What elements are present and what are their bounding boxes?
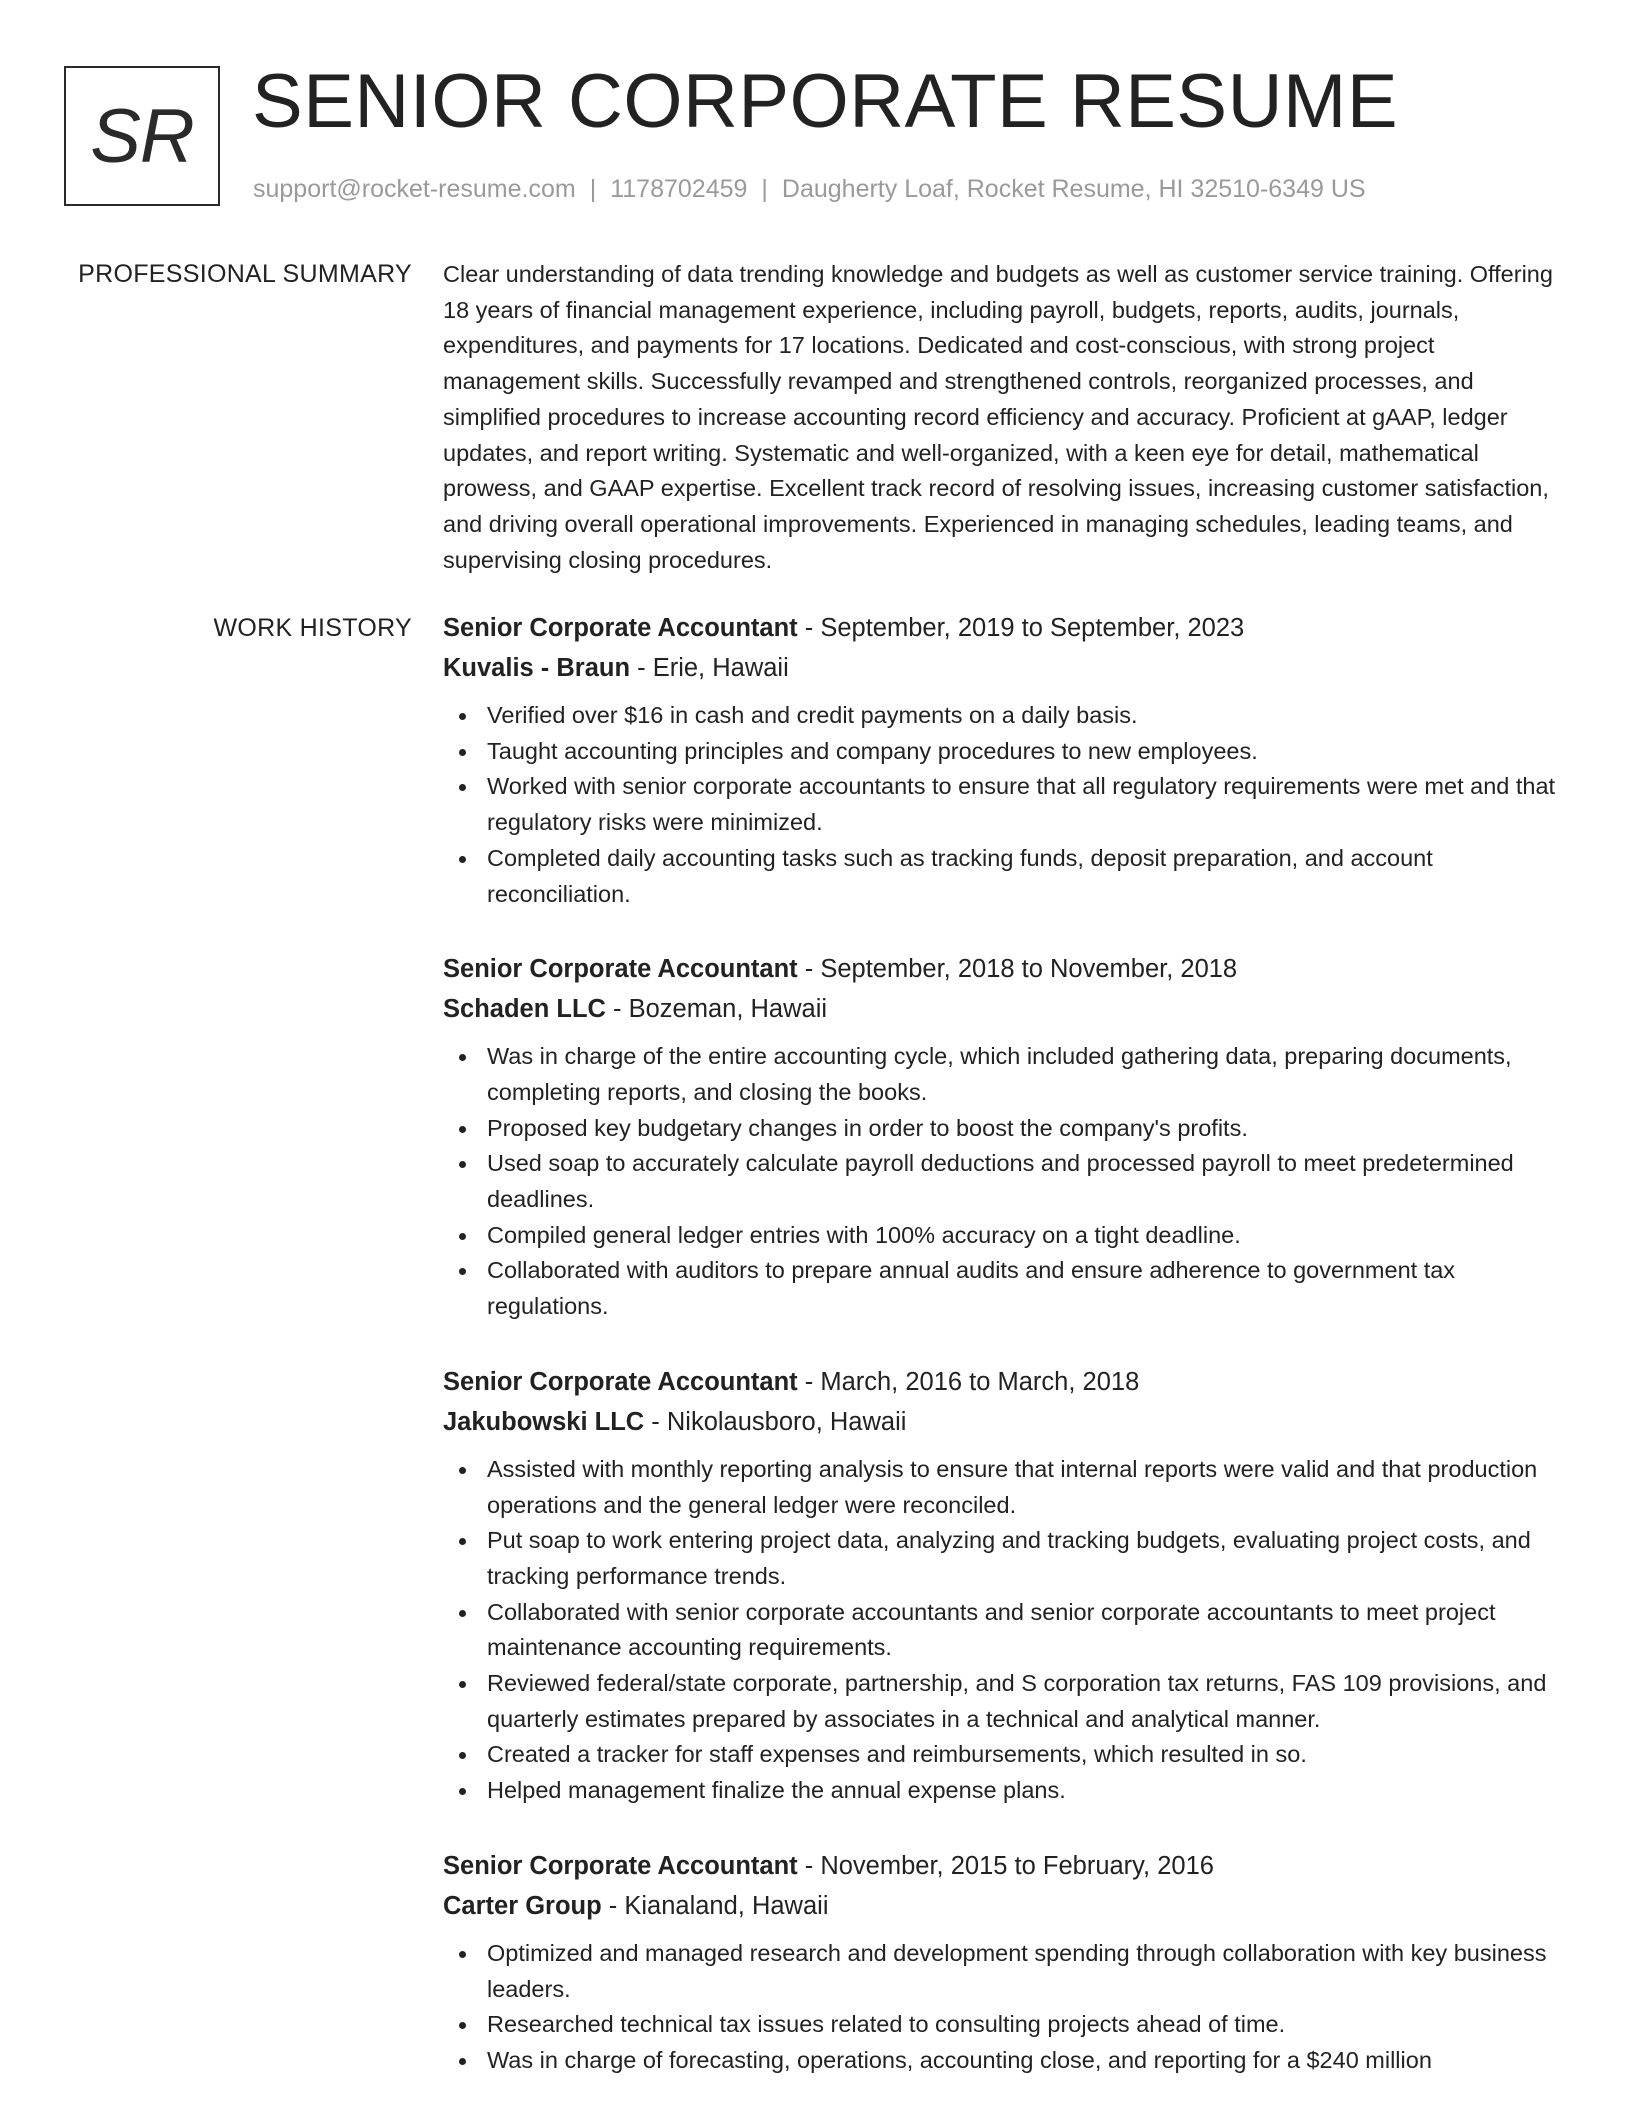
job-bullet: Was in charge of forecasting, operations, accounting close, and reporting for a $240 million xyxy=(487,2043,1563,2079)
job-company: Kuvalis - Braun xyxy=(443,654,631,682)
contact-address: Daugherty Loaf, Rocket Resume, HI 32510-6349 US xyxy=(781,175,1366,203)
job-bullet: Completed daily accounting tasks such as tracking funds, deposit preparation, and account reconciliation. xyxy=(487,841,1563,912)
job-title-line xyxy=(443,949,1563,989)
job-bullet: Proposed key budgetary changes in order to boost the company's profits. xyxy=(487,1111,1563,1147)
contact-line xyxy=(253,172,1366,206)
job-title-line xyxy=(443,608,1563,648)
contact-email[interactable]: support@rocket-resume.com xyxy=(253,175,576,203)
job-title: Senior Corporate Accountant xyxy=(443,955,798,984)
job-company: Jakubowski LLC xyxy=(443,1407,645,1436)
job-bullet: Collaborated with senior corporate accountants and senior corporate accountants to meet project maintenance accounting requirements. xyxy=(487,1595,1563,1666)
job-location: - Kianaland, Hawaii xyxy=(601,1891,829,1920)
monogram-badge: SR xyxy=(64,66,220,206)
job-bullet: Helped management finalize the annual expense plans. xyxy=(487,1773,1563,1809)
job-bullets xyxy=(443,1936,1563,2079)
job-bullet: Assisted with monthly reporting analysis to ensure that internal reports were valid and that production operations and the general ledger were reconciled. xyxy=(487,1452,1563,1523)
job-location: - Erie, Hawaii xyxy=(630,654,789,682)
job-title-line xyxy=(443,1846,1563,1886)
job-bullet: Reviewed federal/state corporate, partnership, and S corporation tax returns, FAS 109 provisions, and quarterly estimates prepared by associates in a technical and analytical manner. xyxy=(487,1666,1563,1737)
job-title: Senior Corporate Accountant xyxy=(443,1851,798,1880)
job-bullet: Taught accounting principles and company procedures to new employees. xyxy=(487,734,1563,770)
job-company-line xyxy=(443,1886,1563,1926)
summary-text: Clear understanding of data trending knowledge and budgets as well as customer service training. Offering 18 years of financial management experience, including payroll, budgets, reports, audits, journals, expenditures, and payments for 17 locations. Dedicated and cost-conscious, with strong project management skills. Successfully revamped and strengthened controls, reorganized processes, and simplified procedures to increase accounting record efficiency and accuracy. Proficient at gAAP, ledger updates, and report writing. Systematic and well-organized, with a keen eye for detail, mathematical prowess, and GAAP expertise. Excellent track record of resolving issues, increasing customer satisfaction, and driving overall operational improvements. Experienced in managing schedules, leading teams, and supervising closing procedures. xyxy=(443,261,1553,573)
work-history-section xyxy=(443,608,1563,2112)
job-bullet: Was in charge of the entire accounting cycle, which included gathering data, preparing documents, completing reports, and closing the books. xyxy=(487,1039,1563,1110)
job-dates: - November, 2015 to February, 2016 xyxy=(797,1851,1214,1880)
contact-separator: | xyxy=(589,175,597,203)
job-bullet: Verified over $16 in cash and credit payments on a daily basis. xyxy=(487,698,1563,734)
job-entry xyxy=(443,1362,1563,1809)
job-bullets xyxy=(443,1452,1563,1809)
contact-phone[interactable]: 1178702459 xyxy=(610,175,748,203)
job-company-line xyxy=(443,1402,1563,1442)
job-bullets xyxy=(443,698,1563,912)
job-bullet: Created a tracker for staff expenses and reimbursements, which resulted in so. xyxy=(487,1737,1563,1773)
job-company-line xyxy=(443,989,1563,1029)
job-entry xyxy=(443,608,1563,912)
job-bullet: Optimized and managed research and development spending through collaboration with key business leaders. xyxy=(487,1936,1563,2007)
summary-section xyxy=(443,257,1563,578)
job-title: Senior Corporate Accountant xyxy=(443,614,798,642)
job-location: - Nikolausboro, Hawaii xyxy=(644,1407,907,1436)
page-title: SENIOR CORPORATE RESUME xyxy=(252,59,1399,144)
job-bullet: Compiled general ledger entries with 100% accuracy on a tight deadline. xyxy=(487,1218,1563,1254)
job-bullets xyxy=(443,1039,1563,1325)
job-location: - Bozeman, Hawaii xyxy=(605,995,828,1024)
contact-separator: | xyxy=(761,175,768,203)
job-dates: - September, 2019 to September, 2023 xyxy=(797,614,1245,642)
section-label-summary: PROFESSIONAL SUMMARY xyxy=(78,260,412,288)
job-title: Senior Corporate Accountant xyxy=(443,1367,798,1396)
job-company: Carter Group xyxy=(443,1891,602,1920)
job-company-line xyxy=(443,648,1563,688)
job-dates: - March, 2016 to March, 2018 xyxy=(797,1367,1140,1396)
section-label-work-history: WORK HISTORY xyxy=(213,614,412,642)
job-bullet: Worked with senior corporate accountants to ensure that all regulatory requirements were met and that regulatory risks were minimized. xyxy=(487,769,1563,840)
job-bullet: Used soap to accurately calculate payroll deductions and processed payroll to meet predetermined deadlines. xyxy=(487,1146,1563,1217)
job-entry xyxy=(443,949,1563,1325)
job-title-line xyxy=(443,1362,1563,1402)
job-bullet: Put soap to work entering project data, analyzing and tracking budgets, evaluating project costs, and tracking performance trends. xyxy=(487,1523,1563,1594)
job-company: Schaden LLC xyxy=(443,995,606,1024)
job-bullet: Collaborated with auditors to prepare annual audits and ensure adherence to government tax regulations. xyxy=(487,1253,1563,1324)
job-dates: - September, 2018 to November, 2018 xyxy=(797,955,1238,984)
job-bullet: Researched technical tax issues related to consulting projects ahead of time. xyxy=(487,2007,1563,2043)
job-entry xyxy=(443,1846,1563,2079)
